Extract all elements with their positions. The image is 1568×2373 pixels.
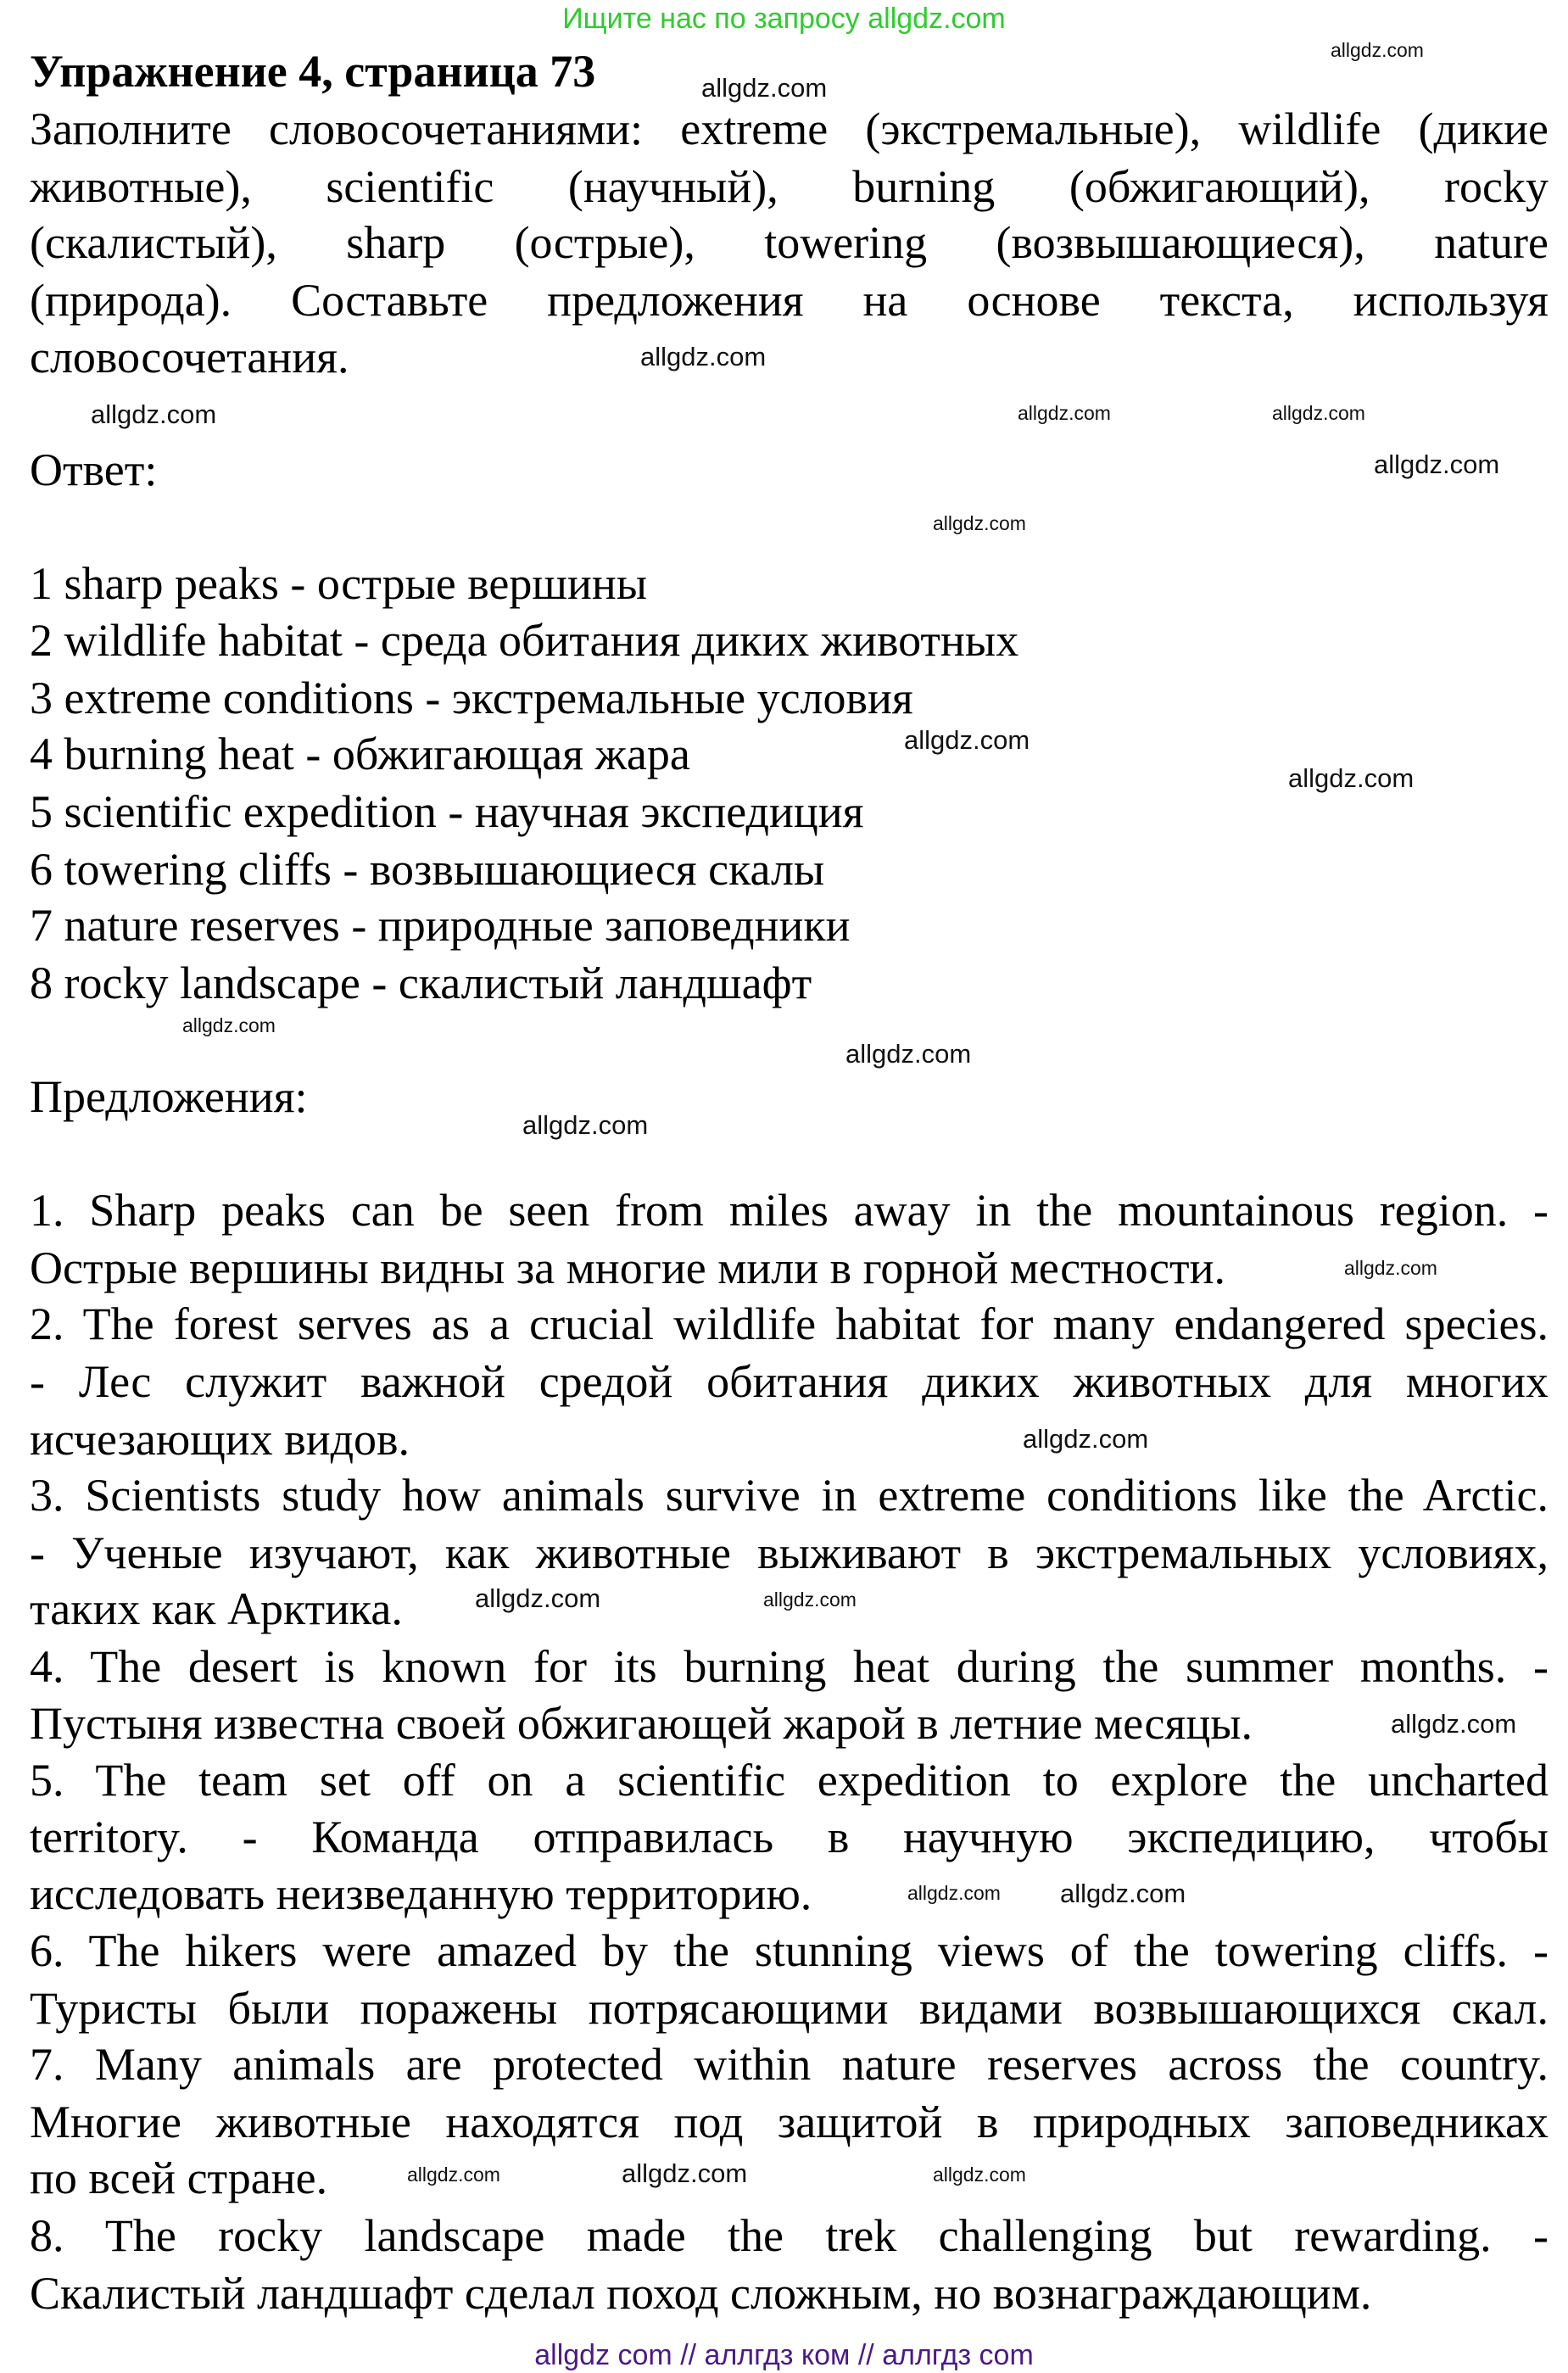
sentence-line: исследовать неизведанную территорию. xyxy=(30,1868,812,1919)
watermark: allgdz.com xyxy=(701,73,828,103)
watermark: allgdz.com xyxy=(1344,1257,1437,1279)
watermark: allgdz.com xyxy=(91,399,217,429)
watermark: allgdz.com xyxy=(1018,402,1111,424)
sentence-line: 5. The team set off on a scientific expedition to explore the uncharted xyxy=(30,1755,1548,1806)
sentence-line: Многие животные находятся под защитой в природных заповедниках xyxy=(30,2097,1548,2147)
sentence-line: исчезающих видов. xyxy=(30,1414,410,1465)
watermark: allgdz.com xyxy=(1374,449,1500,479)
phrase-item: 8 rocky landscape - скалистый ландшафт xyxy=(30,958,812,1008)
watermark: allgdz.com xyxy=(407,2164,500,2186)
phrase-item: 2 wildlife habitat - среда обитания диких животных xyxy=(30,615,1019,666)
watermark: allgdz.com xyxy=(907,1882,1001,1904)
sentence-line: таких как Арктика. xyxy=(30,1583,403,1634)
watermark: allgdz.com xyxy=(640,342,767,371)
watermark: allgdz.com xyxy=(763,1589,857,1611)
sentence-line: - Ученые изучают, как животные выживают в экстремальных условиях, xyxy=(30,1527,1548,1578)
sentence-line: Туристы были поражены потрясающими видами возвышающихся скал. xyxy=(30,1983,1548,2034)
watermark: allgdz.com xyxy=(1331,39,1424,61)
answer-heading: Ответ: xyxy=(30,444,158,495)
sentence-line: Пустыня известна своей обжигающей жарой в летние месяцы. xyxy=(30,1698,1253,1749)
watermark: allgdz.com xyxy=(1272,402,1365,424)
sentence-line: territory. - Команда отправилась в научную экспедицию, чтобы xyxy=(30,1812,1548,1862)
sentence-line: 6. The hikers were amazed by the stunning views of the towering cliffs. - xyxy=(30,1925,1548,1976)
phrase-item: 6 towering cliffs - возвышающиеся скалы xyxy=(30,844,825,895)
phrase-item: 5 scientific expedition - научная экспедиция xyxy=(30,786,864,837)
watermark: allgdz.com xyxy=(933,512,1026,534)
sentence-line: 3. Scientists study how animals survive in extreme conditions like the Arctic. xyxy=(30,1470,1548,1521)
watermark: allgdz.com xyxy=(1023,1424,1149,1454)
watermark: allgdz.com xyxy=(1391,1709,1517,1739)
watermark: allgdz.com xyxy=(933,2164,1026,2186)
task-text-line: животные), scientific (научный), burning (обжигающий), rocky xyxy=(30,161,1548,212)
sentence-line: 8. The rocky landscape made the trek challenging but rewarding. - xyxy=(30,2210,1548,2261)
sentence-line: 4. The desert is known for its burning heat during the summer months. - xyxy=(30,1641,1548,1692)
watermark: allgdz.com xyxy=(475,1583,601,1613)
page-title: Упражнение 4, страница 73 xyxy=(30,46,596,97)
sentence-line: по всей стране. xyxy=(30,2152,328,2203)
watermark: allgdz.com xyxy=(622,2158,748,2188)
watermark: allgdz.com xyxy=(182,1014,276,1036)
sentence-line: - Лес служит важной средой обитания диких животных для многих xyxy=(30,1356,1548,1407)
sentence-line: Острые вершины видны за многие мили в горной местности. xyxy=(30,1242,1225,1293)
task-text-line: (скалистый), sharp (острые), towering (возвышающиеся), nature xyxy=(30,217,1548,268)
watermark: allgdz.com xyxy=(1060,1879,1186,1908)
promo-banner[interactable]: Ищите нас по запросу allgdz.com xyxy=(562,3,1006,35)
sentence-line: Скалистый ландшафт сделал поход сложным, но вознаграждающим. xyxy=(30,2268,1372,2319)
phrase-item: 3 extreme conditions - экстремальные условия xyxy=(30,673,913,723)
watermark: allgdz.com xyxy=(904,725,1030,755)
watermark: allgdz.com xyxy=(845,1039,972,1069)
phrase-item: 1 sharp peaks - острые вершины xyxy=(30,558,648,609)
task-text-line: словосочетания. xyxy=(30,332,349,382)
sentence-line: 2. The forest serves as a crucial wildlife habitat for many endangered species. xyxy=(30,1298,1548,1349)
footer-links[interactable]: allgdz com // аллгдз ком // аллгдз com xyxy=(534,2339,1034,2371)
watermark: allgdz.com xyxy=(1288,763,1415,793)
sentence-line: 1. Sharp peaks can be seen from miles away in the mountainous region. - xyxy=(30,1185,1548,1236)
phrase-item: 4 burning heat - обжигающая жара xyxy=(30,729,690,779)
sentence-line: 7. Many animals are protected within nature reserves across the country. xyxy=(30,2039,1548,2090)
sentences-heading: Предложения: xyxy=(30,1071,308,1122)
task-text-line: Заполните словосочетаниями: extreme (экстремальные), wildlife (дикие xyxy=(30,103,1548,154)
task-text-line: (природа). Составьте предложения на основе текста, используя xyxy=(30,275,1548,326)
watermark: allgdz.com xyxy=(522,1110,649,1140)
phrase-item: 7 nature reserves - природные заповедники xyxy=(30,900,851,951)
